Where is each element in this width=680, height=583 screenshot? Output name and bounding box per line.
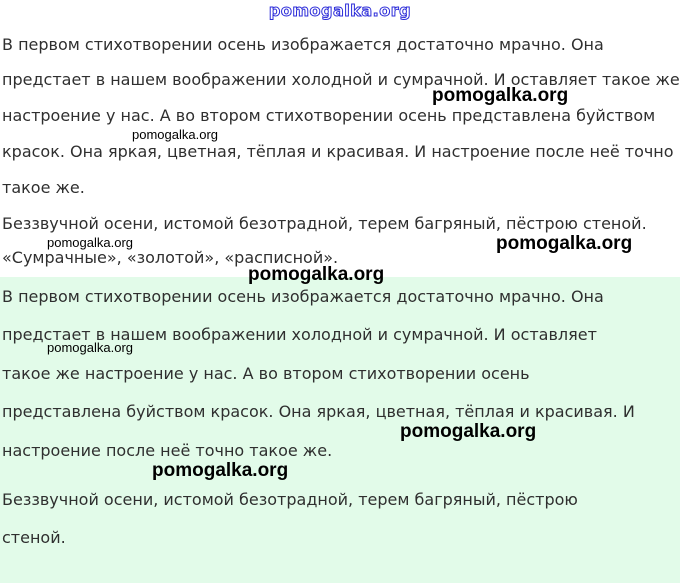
paragraph-line: такое же настроение у нас. А во втором стихотворении осень [2, 364, 530, 383]
paragraph-line: стеной. [2, 528, 66, 547]
paragraph-line: В первом стихотворении осень изображается достаточно мрачно. Она [2, 287, 604, 306]
paragraph-line: настроение после неё точно такое же. [2, 441, 333, 460]
paragraph-line: представлена буйством красок. Она яркая, цветная, тёплая и красивая. И [2, 402, 635, 421]
watermark: pomogalka.org [152, 460, 289, 481]
paragraph-line: В первом стихотворении осень изображается достаточно мрачно. Она [2, 35, 604, 54]
paragraph-line: красок. Она яркая, цветная, тёплая и красивая. И настроение после неё точно [2, 142, 674, 161]
paragraph-line: такое же. [2, 178, 85, 197]
paragraph-line: предстает в нашем воображении холодной и сумрачной. И оставляет такое же [2, 70, 680, 89]
watermark: pomogalka.org [400, 421, 537, 442]
watermark: pomogalka.org [47, 235, 133, 250]
paragraph-line: настроение у нас. А во втором стихотворении осень представлена буйством [2, 106, 656, 125]
watermark: pomogalka.org [432, 85, 569, 106]
answer-block-2 [0, 277, 680, 583]
site-watermark-header: pomogalka.org [268, 1, 412, 20]
paragraph-line: Беззвучной осени, истомой безотрадной, терем багряный, пёстрою [2, 490, 578, 509]
watermark: pomogalka.org [132, 127, 218, 142]
paragraph-line: предстает в нашем воображении холодной и сумрачной. И оставляет [2, 325, 597, 344]
paragraph-line: Беззвучной осени, истомой безотрадной, терем багряный, пёстрою стеной. [2, 214, 647, 233]
watermark: pomogalka.org [47, 340, 133, 355]
watermark: pomogalka.org [496, 233, 633, 254]
paragraph-line: «Сумрачные», «золотой», «расписной». [2, 248, 339, 267]
watermark: pomogalka.org [248, 264, 385, 285]
